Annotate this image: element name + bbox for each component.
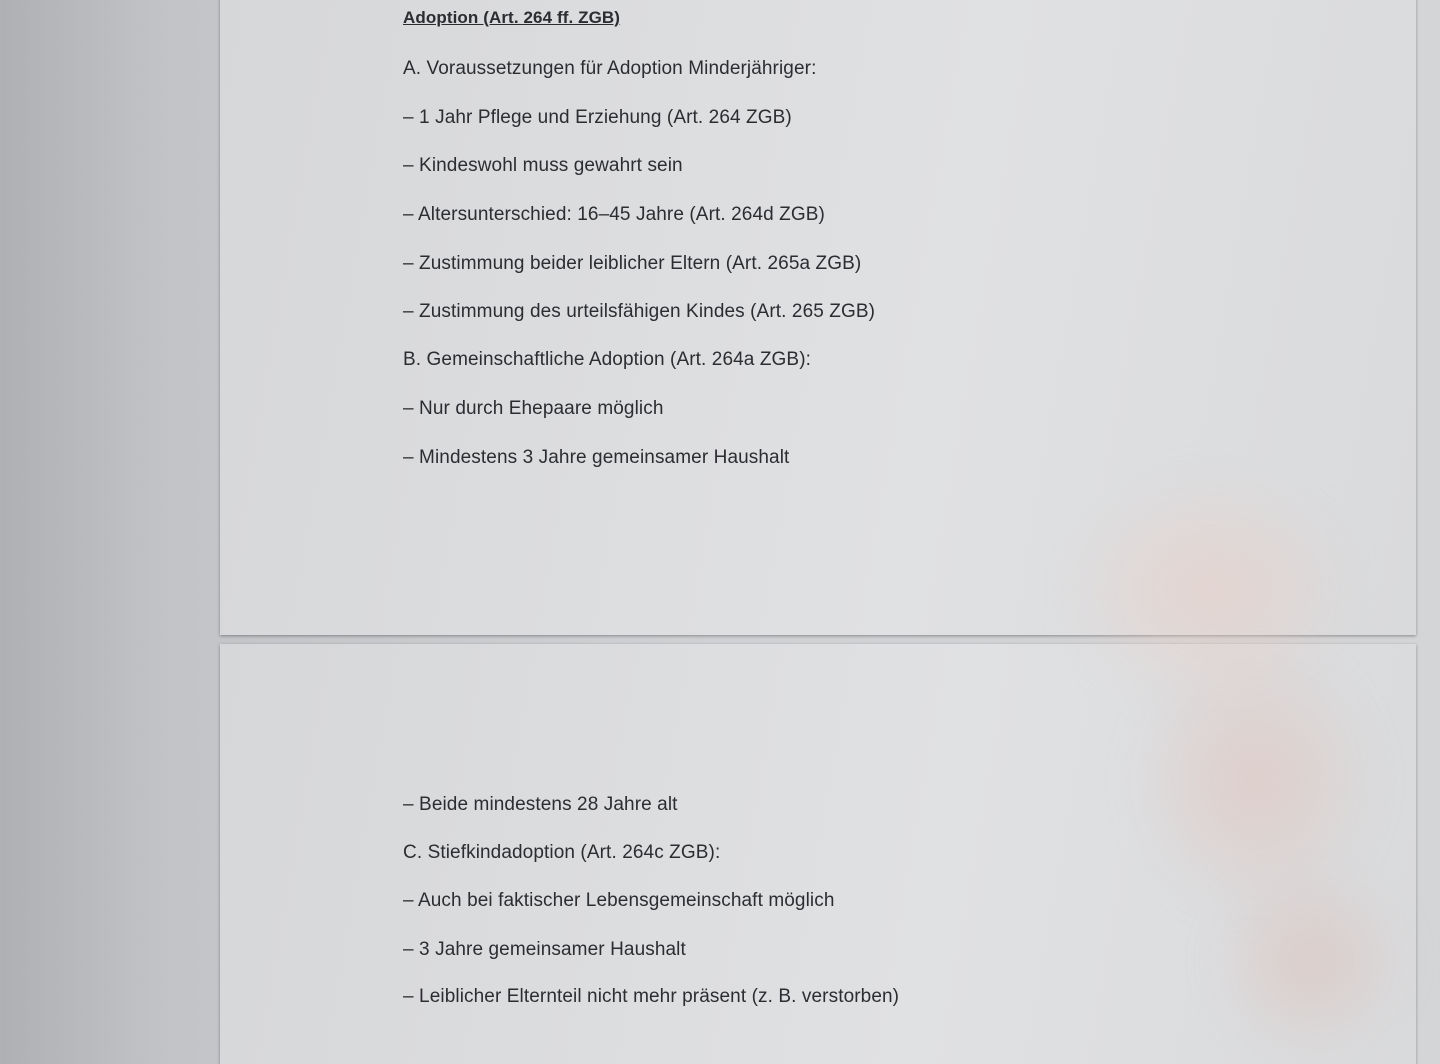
list-item: – Leiblicher Elternteil nicht mehr präsent (z. B. verstorben) (403, 986, 900, 1007)
list-item: – 3 Jahre gemeinsamer Haushalt (403, 939, 686, 960)
list-item: – Nur durch Ehepaare möglich (403, 398, 664, 419)
section-a-heading: A. Voraussetzungen für Adoption Minderjähriger: (403, 58, 817, 79)
document-page-2 (220, 644, 1416, 1064)
list-item: – Beide mindestens 28 Jahre alt (403, 794, 678, 815)
list-item: – 1 Jahr Pflege und Erziehung (Art. 264 ZGB) (403, 107, 792, 128)
list-item: – Zustimmung beider leiblicher Eltern (Art. 265a ZGB) (403, 253, 862, 274)
document-page-1 (220, 0, 1416, 635)
list-item: – Auch bei faktischer Lebensgemeinschaft möglich (403, 890, 835, 911)
list-item: – Zustimmung des urteilsfähigen Kindes (Art. 265 ZGB) (403, 301, 876, 322)
section-c-heading: C. Stiefkindadoption (Art. 264c ZGB): (403, 842, 721, 863)
list-item: – Altersunterschied: 16–45 Jahre (Art. 264d ZGB) (403, 204, 825, 225)
list-item: – Mindestens 3 Jahre gemeinsamer Haushalt (403, 447, 790, 468)
list-item: – Kindeswohl muss gewahrt sein (403, 155, 683, 176)
document-title: Adoption (Art. 264 ff. ZGB) (403, 8, 621, 27)
section-b-heading: B. Gemeinschaftliche Adoption (Art. 264a ZGB): (403, 349, 812, 370)
